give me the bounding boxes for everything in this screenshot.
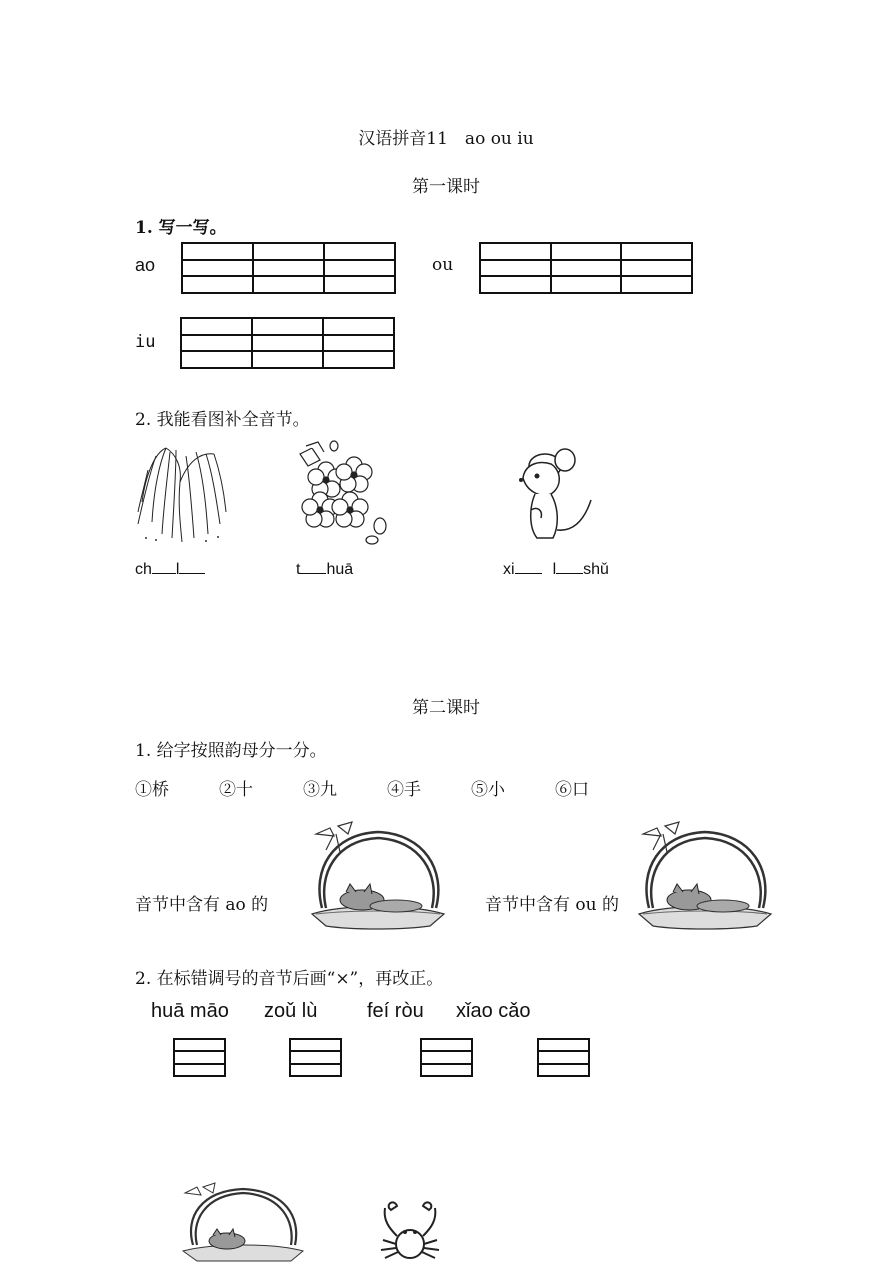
answer-grid-2[interactable] (289, 1038, 342, 1077)
syllable-2: zoǔ lù (264, 1000, 318, 1022)
syllable-3: feí ròu (367, 1000, 424, 1022)
blank[interactable] (556, 559, 583, 574)
char-6: ⑥口 (555, 780, 589, 800)
fill-item-3-part-a: xi (503, 561, 515, 578)
row-label-ao: ao (135, 255, 156, 275)
lesson2-heading: 第二课时 (412, 698, 480, 718)
row-label-ou: ou (432, 255, 454, 275)
fill-item-3 (503, 559, 609, 579)
fill-item-2 (296, 559, 353, 579)
blank[interactable] (179, 559, 205, 574)
row-label-iu: iu (135, 332, 156, 352)
fill-item-1-part-b: l (175, 561, 180, 578)
char-2: ②十 (219, 780, 253, 800)
flower-picture (296, 440, 391, 544)
writing-grid-iu[interactable] (180, 317, 395, 369)
blank[interactable] (152, 559, 176, 574)
answer-grid-1[interactable] (173, 1038, 226, 1077)
blank[interactable] (515, 559, 542, 574)
mouse-picture (505, 448, 600, 544)
fill-item-3-part-c: shǔ (583, 561, 609, 578)
answer-grid-3[interactable] (420, 1038, 473, 1077)
willow-tree-picture (136, 442, 228, 544)
char-3: ③九 (303, 780, 337, 800)
char-5: ⑤小 (471, 780, 505, 800)
basket-ao-picture[interactable] (312, 820, 446, 930)
lesson1-heading: 第一课时 (412, 177, 480, 197)
basket-cat-picture (183, 1183, 305, 1262)
basket-label-ao: 音节中含有 ao 的 (135, 895, 269, 915)
basket-label-ou: 音节中含有 ou 的 (485, 895, 619, 915)
writing-grid-ao[interactable] (181, 242, 396, 294)
fill-item-1 (135, 559, 205, 579)
char-4: ④手 (387, 780, 421, 800)
fill-item-1-part-a: ch (135, 561, 152, 578)
basket-ou-picture[interactable] (639, 820, 773, 930)
syllable-4: xǐao cǎo (456, 1000, 531, 1022)
lesson1-q1: 1. 写一写。 (135, 218, 227, 238)
lesson1-q2: 2. 我能看图补全音节。 (135, 410, 310, 430)
syllable-1: huā māo (151, 1000, 229, 1022)
fill-item-2-part-a: t (296, 561, 301, 578)
writing-grid-ou[interactable] (479, 242, 693, 294)
blank[interactable] (300, 559, 326, 574)
page-title: 汉语拼音11 ao ou iu (358, 129, 534, 149)
lesson2-q2: 2. 在标错调号的音节后画“×”，再改正。 (135, 969, 444, 989)
char-1: ①桥 (135, 780, 169, 800)
answer-grid-4[interactable] (537, 1038, 590, 1077)
crab-picture (377, 1200, 443, 1262)
fill-item-3-part-b: l (552, 561, 557, 578)
lesson2-q1: 1. 给字按照韵母分一分。 (135, 741, 327, 761)
fill-item-2-part-b: huā (326, 561, 354, 578)
